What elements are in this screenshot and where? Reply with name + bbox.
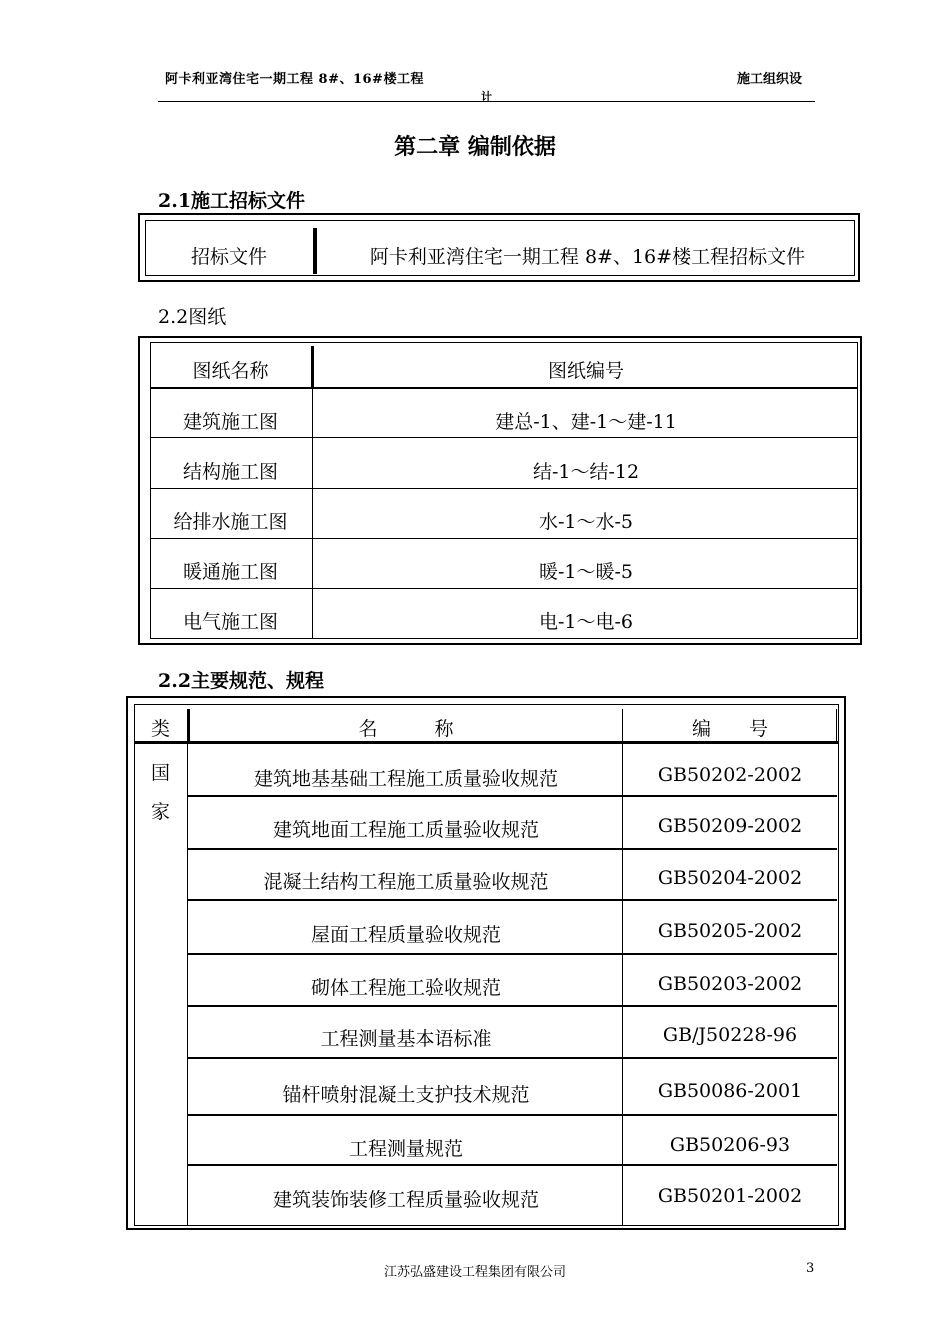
- standard-code: GB50201-2002: [657, 1185, 803, 1207]
- standards-top-rule: [134, 704, 839, 705]
- standard-code: GB/J50228-96: [662, 1024, 798, 1046]
- drawing-name: 电气施工图: [182, 611, 278, 633]
- drawing-code: 建总-1、建-1～建-11: [495, 411, 677, 433]
- standards-header-code: 编 号: [691, 718, 768, 740]
- standard-name: 屋面工程质量验收规范: [310, 924, 501, 946]
- standards-row-rule: [187, 899, 837, 901]
- drawing-name: 暖通施工图: [182, 561, 278, 583]
- drawings-row-rule: [150, 437, 858, 438]
- tender-table-divider: [313, 228, 317, 274]
- chapter-title: 第二章 编制依据: [394, 134, 556, 160]
- header-project-title: 阿卡利亚湾住宅一期工程 8#、16#楼工程: [165, 72, 424, 87]
- tender-value-cell: 阿卡利亚湾住宅一期工程 8#、16#楼工程招标文件: [369, 246, 806, 268]
- drawings-header-name: 图纸名称: [192, 360, 269, 382]
- standard-name: 建筑地面工程施工质量验收规范: [272, 819, 539, 841]
- standard-code: GB50204-2002: [657, 867, 803, 889]
- drawings-row-rule: [150, 488, 858, 489]
- standard-name: 工程测量基本语标准: [320, 1028, 492, 1050]
- standards-category-line2: 家: [150, 801, 170, 823]
- standard-name: 工程测量规范: [348, 1138, 463, 1160]
- drawing-name: 结构施工图: [182, 461, 278, 483]
- section-heading-tender: 2.1施工招标文件: [158, 190, 306, 212]
- drawings-header-code: 图纸编号: [547, 360, 624, 382]
- standards-row-rule: [187, 795, 837, 797]
- drawings-table-bottom-rule: [150, 638, 858, 639]
- standard-name: 建筑地基基础工程施工质量验收规范: [253, 768, 558, 790]
- standards-row-rule: [187, 1057, 837, 1059]
- standard-code: GB50203-2002: [657, 973, 803, 995]
- standards-row-rule: [187, 1005, 837, 1007]
- standards-row-rule: [187, 953, 837, 955]
- header-rule: [158, 101, 815, 102]
- standards-header-rule: [134, 741, 838, 744]
- drawing-name: 给排水施工图: [173, 511, 288, 533]
- footer-company: 江苏弘盛建设工程集团有限公司: [383, 1265, 566, 1280]
- drawing-code: 电-1～电-6: [538, 611, 634, 633]
- drawings-column-divider: [312, 388, 313, 639]
- standard-code: GB50206-93: [669, 1134, 791, 1156]
- header-doc-type: 施工组织设: [737, 72, 803, 87]
- drawing-code: 暖-1～暖-5: [538, 561, 634, 583]
- standard-code: GB50209-2002: [657, 815, 803, 837]
- standards-header-type: 类: [150, 718, 170, 740]
- standards-row-rule: [187, 1164, 837, 1166]
- standards-col-divider-a: [187, 744, 188, 1226]
- drawings-table-top-rule: [150, 342, 858, 343]
- standard-code: GB50205-2002: [657, 920, 803, 942]
- drawings-row-rule: [150, 588, 858, 589]
- tender-label-cell: 招标文件: [190, 246, 267, 268]
- standard-name: 砌体工程施工验收规范: [310, 977, 501, 999]
- drawings-header-rule: [150, 387, 858, 389]
- page-number: 3: [806, 1261, 815, 1276]
- standards-header-name: 名 称: [358, 718, 454, 740]
- standard-name: 锚杆喷射混凝土支护技术规范: [282, 1084, 530, 1106]
- drawing-code: 水-1～水-5: [538, 511, 634, 533]
- standards-row-rule: [187, 848, 837, 850]
- standards-right-edge: [838, 704, 839, 1226]
- drawings-row-rule: [150, 538, 858, 539]
- standard-code: GB50202-2002: [657, 764, 803, 786]
- section-heading-standards: 2.2主要规范、规程: [158, 670, 325, 692]
- standards-row-rule: [187, 1114, 837, 1116]
- standards-category-line1: 国: [150, 762, 170, 784]
- standards-bottom-rule: [134, 1225, 839, 1226]
- header-doc-type-wrap: 计: [481, 90, 492, 103]
- standard-name: 混凝土结构工程施工质量验收规范: [263, 871, 549, 893]
- section-heading-drawings: 2.2图纸: [158, 306, 227, 328]
- drawing-code: 结-1～结-12: [532, 461, 640, 483]
- standard-name: 建筑装饰装修工程质量验收规范: [272, 1189, 539, 1211]
- standard-code: GB50086-2001: [657, 1080, 803, 1102]
- drawing-name: 建筑施工图: [182, 411, 278, 433]
